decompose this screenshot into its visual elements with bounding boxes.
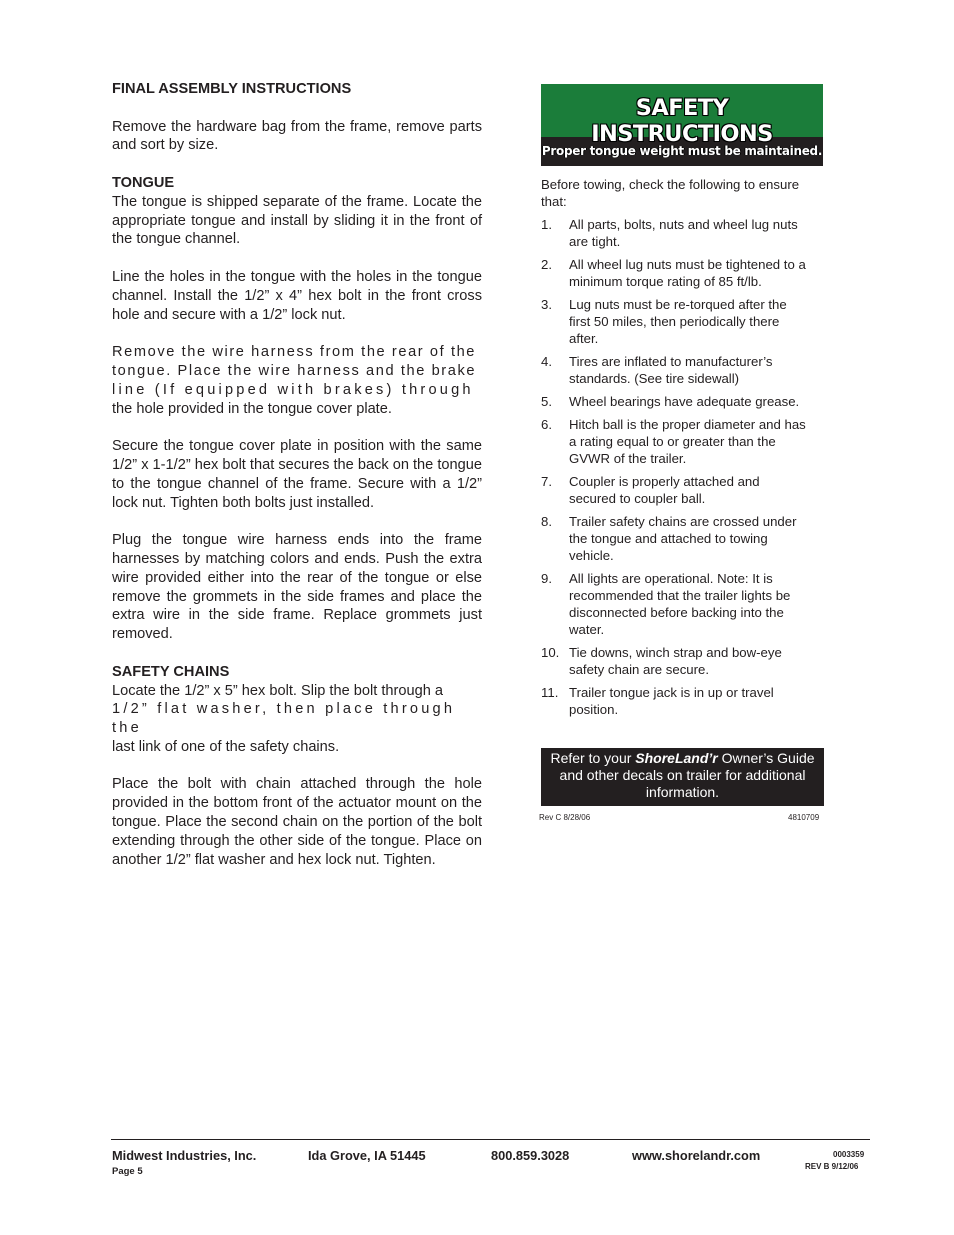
- checklist-number: 10.: [541, 645, 560, 660]
- section-heading: FINAL ASSEMBLY INSTRUCTIONS: [112, 81, 352, 97]
- assembly-instructions: [112, 80, 482, 888]
- safety-chains-heading: SAFETY CHAINS: [112, 663, 230, 680]
- checklist-number: 2.: [541, 257, 552, 272]
- safety-title: SAFETY INSTRUCTIONS: [591, 95, 773, 147]
- checklist-item: [541, 216, 809, 250]
- checklist-text: Wheel bearings have adequate grease.: [569, 394, 800, 409]
- checklist-number: 5.: [541, 394, 552, 409]
- checklist-text: All wheel lug nuts must be tightened to a minimum torque rating of 85 ft/lb.: [569, 257, 806, 289]
- safety-subtitle: Proper tongue weight must be maintained.: [541, 137, 823, 166]
- checklist-item: [541, 684, 809, 718]
- footer-city: Ida Grove, IA 51445: [308, 1148, 426, 1163]
- footer-website: www.shorelandr.com: [632, 1148, 761, 1163]
- checklist-text: Tie downs, winch strap and bow-eye safety chain are secure.: [569, 645, 782, 677]
- checklist-text: All parts, bolts, nuts and wheel lug nuts are tight.: [569, 217, 798, 249]
- checklist-number: 3.: [541, 297, 552, 312]
- safety-instructions-panel: [541, 84, 823, 724]
- safety-header: [541, 84, 823, 147]
- tongue-paragraph-4: Secure the tongue cover plate in position with the same 1/2” x 1-1/2” hex bolt that secures the back on the tongue to the tongue channel of the frame. Secure with a 1/2” lock nut. Tighten both bolts just installed.: [112, 438, 482, 511]
- brand-name: ShoreLand’r: [635, 750, 718, 766]
- tongue-paragraph-1: The tongue is shipped separate of the frame. Locate the appropriate tongue and install by sliding it in the front of the tongue channel.: [112, 193, 482, 248]
- checklist-item: [541, 416, 809, 467]
- tongue-paragraph-3: Remove the wire harness from the rear of the tongue. Place the wire harness and the brake line (If equipped with brakes) through the hole provided in the tongue cover plate.: [112, 344, 477, 417]
- page-number: Page 5: [112, 1166, 143, 1177]
- safety-chains-paragraph-2: Place the bolt with chain attached through the hole provided in the bottom front of the actuator mount on the tongue. Place the second chain on the portion of the bolt extending through the other side of the tongue. Place on another 1/2” flat washer and hex lock nut. Tighten.: [112, 776, 482, 868]
- checklist-number: 1.: [541, 217, 552, 232]
- footer-company: Midwest Industries, Inc.: [112, 1148, 257, 1163]
- footer-phone: 800.859.3028: [491, 1148, 570, 1163]
- part-number: 4810709: [788, 813, 820, 822]
- checklist-text: Trailer tongue jack is in up or travel position.: [569, 685, 774, 717]
- checklist-number: 11.: [541, 685, 559, 700]
- checklist-item: [541, 644, 809, 678]
- checklist-text: Trailer safety chains are crossed under the tongue and attached to towing vehicle.: [569, 514, 797, 563]
- checklist-number: 7.: [541, 474, 552, 489]
- checklist-text: Lug nuts must be re-torqued after the first 50 miles, then periodically there after.: [569, 297, 787, 346]
- checklist-text: Coupler is properly attached and secured to coupler ball.: [569, 474, 760, 506]
- checklist-item: [541, 570, 809, 638]
- checklist-number: 4.: [541, 354, 552, 369]
- checklist-item: [541, 296, 809, 347]
- checklist-item: [541, 353, 809, 387]
- tongue-paragraph-5: Plug the tongue wire harness ends into the frame harnesses by matching colors and ends. Push the extra wire provided either into the rear of the tongue or else remove the grommets in the side frames and place the extra wire in the side frame. Replace grommets just removed.: [112, 532, 482, 643]
- safety-checklist: [541, 216, 823, 718]
- checklist-text: Tires are inflated to manufacturer’s standards. (See tire sidewall): [569, 354, 773, 386]
- checklist-text: Hitch ball is the proper diameter and has a rating equal to or greater than the GVWR of the trailer.: [569, 417, 806, 466]
- footer-divider: [111, 1139, 870, 1140]
- checklist-item: [541, 256, 809, 290]
- safety-chains-paragraph-1: Locate the 1/2” x 5” hex bolt. Slip the bolt through a 1/2” flat washer, then place through the last link of one of the safety chains.: [112, 682, 456, 755]
- checklist-text: All lights are operational. Note: It is recommended that the trailer lights be disconnected before backing into the water.: [569, 571, 791, 637]
- checklist-item: [541, 473, 809, 507]
- refer-notice: Refer to your ShoreLand’r Owner’s Guide and other decals on trailer for additional information.: [541, 748, 824, 806]
- tongue-paragraph-2: Line the holes in the tongue with the holes in the tongue channel. Install the 1/2” x 4” hex bolt in the front cross hole and secure with a 1/2” lock nut.: [112, 268, 482, 323]
- checklist-number: 8.: [541, 514, 552, 529]
- checklist-number: 6.: [541, 417, 552, 432]
- safety-intro: Before towing, check the following to ensure that:: [541, 177, 800, 209]
- checklist-number: 9.: [541, 571, 552, 586]
- document-revision: REV B 9/12/06: [805, 1162, 859, 1171]
- tongue-heading: TONGUE: [112, 174, 175, 191]
- checklist-item: [541, 513, 809, 564]
- checklist-item: [541, 393, 809, 410]
- revision-label: Rev C 8/28/06: [539, 813, 591, 822]
- intro-paragraph: Remove the hardware bag from the frame, remove parts and sort by size.: [112, 118, 482, 154]
- document-number: 0003359: [833, 1150, 865, 1159]
